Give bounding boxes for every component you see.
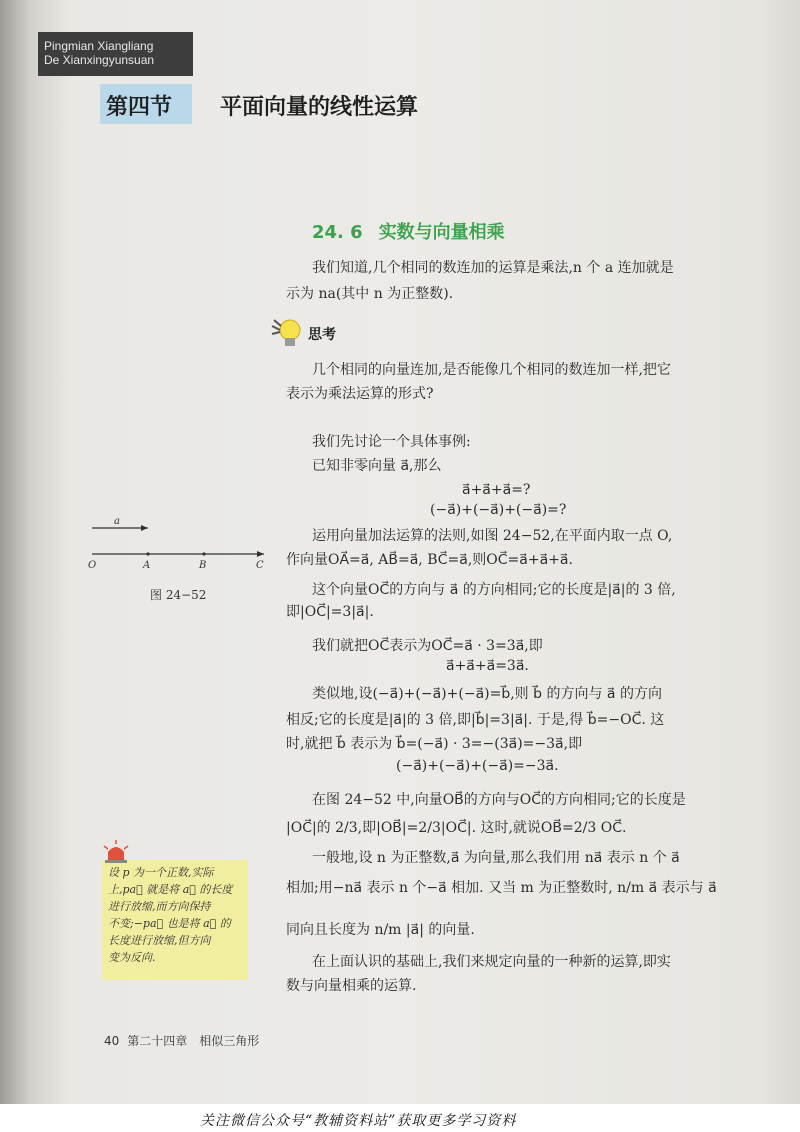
watermark-text: 关注微信公众号“教辅资料站”获取更多学习资料 [200, 1113, 517, 1129]
page-number: 40 [104, 1034, 120, 1048]
given-line: 已知非零向量 a⃗,那么 [312, 458, 442, 474]
point-a-dot [146, 552, 149, 555]
side-note-text [108, 864, 248, 966]
vector-a-arrowhead [141, 525, 148, 531]
think-line-1: 几个相同的向量连加,是否能像几个相同的数连加一样,把它 [312, 362, 671, 378]
subsection-heading [312, 218, 505, 244]
para6-line-2: 相加;用−na⃗ 表示 n 个−a⃗ 相加. 又当 m 为正整数时, n/m a⃗ 表示与 a⃗ [286, 880, 717, 896]
think-label: 思考 [308, 327, 336, 343]
chapter-label: 第二十四章 [127, 1034, 188, 1048]
para5-line-1: 在图 24−52 中,向量OB⃗的方向与OC⃗的方向相同;它的长度是 [312, 792, 686, 808]
chapter-title: 相似三角形 [199, 1034, 260, 1048]
side-note-line: 上,pa⃗ 就是将 a⃗ 的长度 [108, 883, 233, 896]
para7-line-1: 在上面认识的基础上,我们来规定向量的一种新的运算,即实 [312, 954, 671, 970]
pinyin-line-2: De Xianxingyunsuan [44, 53, 155, 67]
section-title: 平面向量的线性运算 [220, 95, 419, 120]
figure-caption: 图 24−52 [150, 588, 207, 602]
point-b-label: B [199, 560, 207, 571]
page-footer [104, 1032, 259, 1049]
point-o-label: O [88, 560, 97, 571]
side-note-line: 变为反向. [108, 951, 156, 964]
think-line-2: 表示为乘法运算的形式? [286, 386, 434, 402]
vector-figure [88, 510, 268, 580]
para1-line-1: 运用向量加法运算的法则,如图 24−52,在平面内取一点 O, [312, 528, 673, 544]
baseline-arrowhead [257, 551, 264, 557]
vector-a-label: a [114, 516, 120, 527]
discuss-line: 我们先讨论一个具体事例: [312, 434, 471, 450]
section-heading [100, 84, 620, 124]
para3-line-1: 我们就把OC⃗表示为OC⃗=a⃗ · 3=3a⃗,即 [312, 638, 543, 654]
pinyin-line-1: Pingmian Xiangliang [44, 39, 154, 53]
para2-line-2: 即|OC⃗|=3|a⃗|. [286, 604, 374, 620]
para4-line-2: 相反;它的长度是|a⃗|的 3 倍,即|b⃗|=3|a⃗|. 于是,得 b⃗=−OC⃗. 这 [286, 712, 665, 728]
para4-line-4: (−a⃗)+(−a⃗)+(−a⃗)=−3a⃗. [396, 758, 559, 774]
side-note-line: 进行放缩,而方向保持 [108, 900, 211, 913]
point-b-dot [202, 552, 205, 555]
lightbulb-icon [270, 316, 304, 350]
equation-2: (−a⃗)+(−a⃗)+(−a⃗)=? [430, 502, 567, 518]
intro-line-1: 我们知道,几个相同的数连加的运算是乘法,n 个 a 连加就是 [312, 260, 674, 276]
para5-line-2: |OC⃗|的 2/3,即|OB⃗|=2/3|OC⃗|. 这时,就说OB⃗=2/3 OC⃗. [286, 820, 627, 836]
intro-line-2: 示为 na(其中 n 为正整数). [286, 286, 454, 302]
equation-1: a⃗+a⃗+a⃗=? [462, 482, 531, 498]
point-a-label: A [143, 560, 151, 571]
side-note-line: 长度进行放缩,但方向 [108, 934, 211, 947]
subsection-title: 实数与向量相乘 [378, 222, 505, 243]
para2-line-1: 这个向量OC⃗的方向与 a⃗ 的方向相同;它的长度是|a⃗|的 3 倍, [312, 582, 676, 598]
section-label: 第四节 [100, 84, 192, 124]
para4-line-1: 类似地,设(−a⃗)+(−a⃗)+(−a⃗)=b⃗,则 b⃗ 的方向与 a⃗ 的方向 [312, 686, 662, 702]
point-c-label: C [256, 560, 264, 571]
subsection-number: 24. 6 [312, 222, 363, 243]
para6-line-1: 一般地,设 n 为正整数,a⃗ 为向量,那么我们用 na⃗ 表示 n 个 a⃗ [312, 850, 680, 866]
para4-line-3: 时,就把 b⃗ 表示为 b⃗=(−a⃗) · 3=−(3a⃗)=−3a⃗,即 [286, 736, 583, 752]
para6-line-3: 同向且长度为 n/m |a⃗| 的向量. [286, 922, 475, 938]
pinyin-header-band [38, 32, 193, 76]
alarm-light-icon [102, 840, 130, 864]
para7-line-2: 数与向量相乘的运算. [286, 978, 417, 994]
para1-line-2: 作向量OA⃗=a⃗, AB⃗=a⃗, BC⃗=a⃗,则OC⃗=a⃗+a⃗+a⃗. [286, 552, 573, 568]
para3-line-2: a⃗+a⃗+a⃗=3a⃗. [446, 658, 529, 674]
side-note-line: 不变;−pa⃗ 也是将 a⃗ 的 [108, 917, 231, 930]
side-note-line: 设 p 为一个正数,实际 [108, 866, 214, 879]
